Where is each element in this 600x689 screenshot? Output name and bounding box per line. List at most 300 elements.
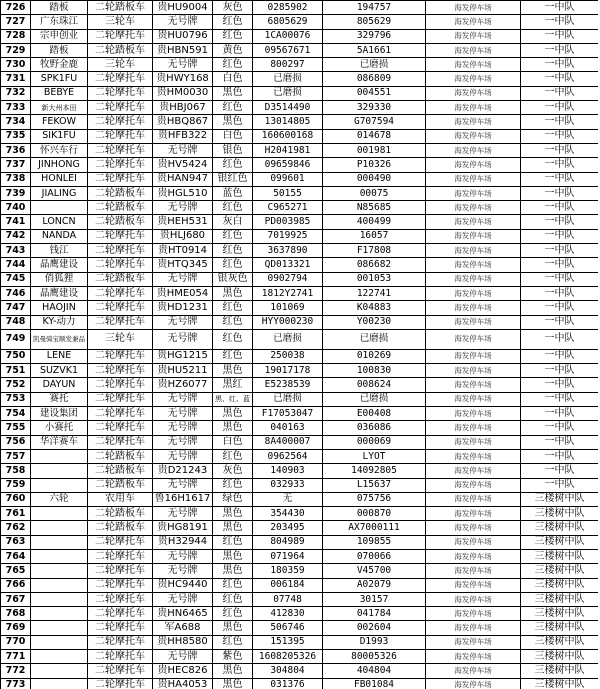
plate-number-cell: 军A688 — [153, 621, 213, 635]
squad-cell: 一中队 — [521, 143, 599, 157]
table-row — [1, 29, 599, 43]
engine-number-cell: 099601 — [253, 172, 323, 186]
frame-number-cell: 100830 — [323, 364, 426, 378]
frame-number-cell: 194757 — [323, 1, 426, 15]
frame-number-cell: 036086 — [323, 421, 426, 435]
row-number-cell: 732 — [1, 86, 31, 100]
squad-cell: 一中队 — [521, 72, 599, 86]
squad-cell: 一中队 — [521, 272, 599, 286]
vehicle-type-cell: 二轮踏板车 — [88, 478, 153, 492]
color-cell: 黑色 — [213, 521, 253, 535]
frame-number-cell: E00408 — [323, 407, 426, 421]
plate-number-cell: 贵HU9004 — [153, 1, 213, 15]
storage-place-cell: 海发停车场 — [426, 449, 521, 463]
brand-cell: NANDA — [31, 229, 88, 243]
vehicle-type-cell: 二轮摩托车 — [88, 172, 153, 186]
color-cell: 红色 — [213, 449, 253, 463]
table-row — [1, 378, 599, 392]
squad-cell: 一中队 — [521, 129, 599, 143]
table-row — [1, 229, 599, 243]
engine-number-cell: 506746 — [253, 621, 323, 635]
storage-place-cell: 海发停车场 — [426, 678, 521, 689]
storage-place-cell: 海发停车场 — [426, 201, 521, 215]
squad-cell: 一中队 — [521, 43, 599, 57]
engine-number-cell: 3637890 — [253, 244, 323, 258]
storage-place-cell: 海发停车场 — [426, 549, 521, 563]
table-row — [1, 72, 599, 86]
vehicle-type-cell: 二轮摩托车 — [88, 115, 153, 129]
squad-cell: 一中队 — [521, 115, 599, 129]
vehicle-type-cell: 二轮摩托车 — [88, 72, 153, 86]
brand-cell: 俏狐狸 — [31, 272, 88, 286]
plate-number-cell: 无号牌 — [153, 58, 213, 72]
table-row — [1, 143, 599, 157]
row-number-cell: 756 — [1, 435, 31, 449]
vehicle-type-cell: 二轮摩托车 — [88, 29, 153, 43]
frame-number-cell: V45700 — [323, 564, 426, 578]
engine-number-cell: D3514490 — [253, 101, 323, 115]
frame-number-cell: 已磨损 — [323, 329, 426, 349]
brand-cell: SUZVK1 — [31, 364, 88, 378]
color-cell: 红色 — [213, 301, 253, 315]
engine-number-cell: 已磨损 — [253, 86, 323, 100]
vehicle-type-cell: 二轮摩托车 — [88, 421, 153, 435]
row-number-cell: 768 — [1, 607, 31, 621]
plate-number-cell: 无号牌 — [153, 449, 213, 463]
frame-number-cell: 086809 — [323, 72, 426, 86]
squad-cell: 三楼树中队 — [521, 549, 599, 563]
vehicle-type-cell: 二轮踏板车 — [88, 449, 153, 463]
plate-number-cell: 贵HEH531 — [153, 215, 213, 229]
table-row — [1, 115, 599, 129]
brand-cell: 牧野金鹿 — [31, 58, 88, 72]
engine-number-cell: 304804 — [253, 664, 323, 678]
table-row — [1, 272, 599, 286]
color-cell: 红色 — [213, 58, 253, 72]
engine-number-cell: H2041981 — [253, 143, 323, 157]
brand-cell: 建设集团 — [31, 407, 88, 421]
engine-number-cell: 09567671 — [253, 43, 323, 57]
vehicle-type-cell: 二轮摩托车 — [88, 407, 153, 421]
storage-place-cell: 海发停车场 — [426, 492, 521, 506]
table-row — [1, 478, 599, 492]
brand-cell — [31, 664, 88, 678]
plate-number-cell: 无号牌 — [153, 272, 213, 286]
frame-number-cell: 086682 — [323, 258, 426, 272]
brand-cell — [31, 464, 88, 478]
storage-place-cell: 海发停车场 — [426, 72, 521, 86]
vehicle-type-cell: 二轮摩托车 — [88, 101, 153, 115]
row-number-cell: 754 — [1, 407, 31, 421]
engine-number-cell: PD003985 — [253, 215, 323, 229]
brand-cell: 广东珠江 — [31, 15, 88, 29]
squad-cell: 一中队 — [521, 478, 599, 492]
vehicle-type-cell: 二轮摩托车 — [88, 229, 153, 243]
frame-number-cell: Y00230 — [323, 315, 426, 329]
plate-number-cell: 无号牌 — [153, 421, 213, 435]
storage-place-cell: 海发停车场 — [426, 172, 521, 186]
vehicle-type-cell: 二轮摩托车 — [88, 621, 153, 635]
table-row — [1, 607, 599, 621]
brand-cell: 赛托 — [31, 392, 88, 406]
row-number-cell: 757 — [1, 449, 31, 463]
storage-place-cell: 海发停车场 — [426, 229, 521, 243]
storage-place-cell: 海发停车场 — [426, 521, 521, 535]
brand-cell: JINHONG — [31, 158, 88, 172]
plate-number-cell: 贵HFB322 — [153, 129, 213, 143]
frame-number-cell: 109855 — [323, 535, 426, 549]
brand-cell — [31, 592, 88, 606]
frame-number-cell: 5A1661 — [323, 43, 426, 57]
color-cell: 黑色 — [213, 507, 253, 521]
storage-place-cell: 海发停车场 — [426, 215, 521, 229]
squad-cell: 一中队 — [521, 201, 599, 215]
table-row — [1, 258, 599, 272]
engine-number-cell: 1608205326 — [253, 650, 323, 664]
color-cell: 红色 — [213, 229, 253, 243]
vehicle-type-cell: 二轮摩托车 — [88, 378, 153, 392]
storage-place-cell: 海发停车场 — [426, 272, 521, 286]
storage-place-cell: 海发停车场 — [426, 407, 521, 421]
table-row — [1, 621, 599, 635]
engine-number-cell: 已磨损 — [253, 72, 323, 86]
brand-cell — [31, 449, 88, 463]
squad-cell: 一中队 — [521, 378, 599, 392]
storage-place-cell: 海发停车场 — [426, 592, 521, 606]
squad-cell: 一中队 — [521, 186, 599, 200]
squad-cell: 三楼树中队 — [521, 664, 599, 678]
color-cell: 银灰色 — [213, 272, 253, 286]
brand-cell: 华洋赛车 — [31, 435, 88, 449]
squad-cell: 一中队 — [521, 364, 599, 378]
engine-number-cell: E5238539 — [253, 378, 323, 392]
engine-number-cell: 0285902 — [253, 1, 323, 15]
row-number-cell: 738 — [1, 172, 31, 186]
plate-number-cell: 贵HG1215 — [153, 349, 213, 363]
engine-number-cell: HYY000230 — [253, 315, 323, 329]
storage-place-cell: 海发停车场 — [426, 435, 521, 449]
table-row — [1, 186, 599, 200]
table-row — [1, 635, 599, 649]
row-number-cell: 734 — [1, 115, 31, 129]
vehicle-type-cell: 二轮摩托车 — [88, 664, 153, 678]
frame-number-cell: 002604 — [323, 621, 426, 635]
engine-number-cell: 09659846 — [253, 158, 323, 172]
brand-cell: 踏板 — [31, 1, 88, 15]
brand-cell: FEKOW — [31, 115, 88, 129]
color-cell: 黑红 — [213, 378, 253, 392]
vehicle-type-cell: 三轮车 — [88, 329, 153, 349]
table-row — [1, 215, 599, 229]
brand-cell — [31, 607, 88, 621]
row-number-cell: 770 — [1, 635, 31, 649]
color-cell: 红色 — [213, 349, 253, 363]
squad-cell: 一中队 — [521, 215, 599, 229]
engine-number-cell: 0902794 — [253, 272, 323, 286]
squad-cell: 一中队 — [521, 58, 599, 72]
frame-number-cell: 122741 — [323, 286, 426, 300]
color-cell: 黑色 — [213, 621, 253, 635]
storage-place-cell: 海发停车场 — [426, 43, 521, 57]
table-row — [1, 172, 599, 186]
brand-cell — [31, 507, 88, 521]
plate-number-cell: 贵HWY168 — [153, 72, 213, 86]
row-number-cell: 733 — [1, 101, 31, 115]
table-row — [1, 549, 599, 563]
squad-cell: 一中队 — [521, 1, 599, 15]
color-cell: 银红色 — [213, 172, 253, 186]
color-cell: 红色 — [213, 578, 253, 592]
brand-cell: 晶鹰建设 — [31, 286, 88, 300]
storage-place-cell: 海发停车场 — [426, 58, 521, 72]
storage-place-cell: 海发停车场 — [426, 535, 521, 549]
vehicle-type-cell: 二轮摩托车 — [88, 578, 153, 592]
brand-cell — [31, 478, 88, 492]
color-cell: 黑色 — [213, 421, 253, 435]
engine-number-cell: 032933 — [253, 478, 323, 492]
squad-cell: 一中队 — [521, 435, 599, 449]
brand-cell: 凯曼骑宝顺发兼品 — [31, 329, 88, 349]
table-row — [1, 129, 599, 143]
table-row — [1, 521, 599, 535]
row-number-cell: 769 — [1, 621, 31, 635]
row-number-cell: 741 — [1, 215, 31, 229]
plate-number-cell: 贵HT0914 — [153, 244, 213, 258]
storage-place-cell: 海发停车场 — [426, 621, 521, 635]
brand-cell — [31, 564, 88, 578]
vehicle-type-cell: 二轮摩托车 — [88, 435, 153, 449]
frame-number-cell: 070066 — [323, 549, 426, 563]
storage-place-cell: 海发停车场 — [426, 329, 521, 349]
plate-number-cell: 无号牌 — [153, 549, 213, 563]
plate-number-cell: 无号牌 — [153, 392, 213, 406]
brand-cell — [31, 201, 88, 215]
frame-number-cell: 001981 — [323, 143, 426, 157]
row-number-cell: 726 — [1, 1, 31, 15]
table-row — [1, 286, 599, 300]
frame-number-cell: G707594 — [323, 115, 426, 129]
color-cell: 红色 — [213, 29, 253, 43]
color-cell: 黑色 — [213, 286, 253, 300]
squad-cell: 三楼树中队 — [521, 564, 599, 578]
vehicle-type-cell: 二轮踏板车 — [88, 464, 153, 478]
vehicle-type-cell: 二轮踏板车 — [88, 186, 153, 200]
plate-number-cell: 贵HEC826 — [153, 664, 213, 678]
frame-number-cell: L15637 — [323, 478, 426, 492]
plate-number-cell: 贵HH8580 — [153, 635, 213, 649]
row-number-cell: 743 — [1, 244, 31, 258]
frame-number-cell: P10326 — [323, 158, 426, 172]
table-row — [1, 578, 599, 592]
engine-number-cell: 已磨损 — [253, 329, 323, 349]
plate-number-cell: 无号牌 — [153, 507, 213, 521]
squad-cell: 一中队 — [521, 101, 599, 115]
frame-number-cell: 041784 — [323, 607, 426, 621]
plate-number-cell: 无号牌 — [153, 407, 213, 421]
color-cell: 红色 — [213, 592, 253, 606]
brand-cell — [31, 549, 88, 563]
squad-cell: 一中队 — [521, 244, 599, 258]
engine-number-cell: 203495 — [253, 521, 323, 535]
plate-number-cell: 无号牌 — [153, 329, 213, 349]
squad-cell: 三楼树中队 — [521, 592, 599, 606]
table-row — [1, 244, 599, 258]
plate-number-cell: 贵D21243 — [153, 464, 213, 478]
plate-number-cell: 贵HN6465 — [153, 607, 213, 621]
color-cell: 紫色 — [213, 650, 253, 664]
engine-number-cell: 250038 — [253, 349, 323, 363]
plate-number-cell: 贵HZ6077 — [153, 378, 213, 392]
brand-cell: 六轮 — [31, 492, 88, 506]
color-cell: 红色 — [213, 329, 253, 349]
storage-place-cell: 海发停车场 — [426, 258, 521, 272]
brand-cell — [31, 521, 88, 535]
brand-cell — [31, 678, 88, 689]
row-number-cell: 748 — [1, 315, 31, 329]
plate-number-cell: 贵HBJ067 — [153, 101, 213, 115]
squad-cell: 一中队 — [521, 158, 599, 172]
squad-cell: 三楼树中队 — [521, 521, 599, 535]
frame-number-cell: LYOT — [323, 449, 426, 463]
brand-cell: LONCN — [31, 215, 88, 229]
color-cell: 黑色 — [213, 678, 253, 689]
vehicle-type-cell: 二轮摩托车 — [88, 86, 153, 100]
squad-cell: 一中队 — [521, 172, 599, 186]
color-cell: 白色 — [213, 435, 253, 449]
engine-number-cell: 031376 — [253, 678, 323, 689]
row-number-cell: 762 — [1, 521, 31, 535]
table-row — [1, 507, 599, 521]
row-number-cell: 749 — [1, 329, 31, 349]
storage-place-cell: 海发停车场 — [426, 286, 521, 300]
engine-number-cell: 19017178 — [253, 364, 323, 378]
frame-number-cell: 404804 — [323, 664, 426, 678]
row-number-cell: 761 — [1, 507, 31, 521]
plate-number-cell: 贵HD1231 — [153, 301, 213, 315]
squad-cell: 一中队 — [521, 407, 599, 421]
row-number-cell: 737 — [1, 158, 31, 172]
storage-place-cell: 海发停车场 — [426, 464, 521, 478]
brand-cell: SIK1FU — [31, 129, 88, 143]
squad-cell: 一中队 — [521, 15, 599, 29]
squad-cell: 三楼树中队 — [521, 535, 599, 549]
frame-number-cell: 00075 — [323, 186, 426, 200]
brand-cell: KY-动力 — [31, 315, 88, 329]
engine-number-cell: 006184 — [253, 578, 323, 592]
brand-cell: 怀兴车行 — [31, 143, 88, 157]
engine-number-cell: 1812Y2741 — [253, 286, 323, 300]
vehicle-type-cell: 二轮踏板车 — [88, 521, 153, 535]
squad-cell: 一中队 — [521, 392, 599, 406]
color-cell: 黄色 — [213, 43, 253, 57]
frame-number-cell: F17808 — [323, 244, 426, 258]
color-cell: 黑色 — [213, 115, 253, 129]
storage-place-cell: 海发停车场 — [426, 143, 521, 157]
vehicle-type-cell: 二轮摩托车 — [88, 535, 153, 549]
color-cell: 红色 — [213, 535, 253, 549]
plate-number-cell: 无号牌 — [153, 592, 213, 606]
engine-number-cell: F17053047 — [253, 407, 323, 421]
storage-place-cell: 海发停车场 — [426, 86, 521, 100]
color-cell: 红色 — [213, 258, 253, 272]
engine-number-cell: 040163 — [253, 421, 323, 435]
vehicle-type-cell: 农用车 — [88, 492, 153, 506]
table-row — [1, 315, 599, 329]
engine-number-cell: C965271 — [253, 201, 323, 215]
vehicle-type-cell: 二轮摩托车 — [88, 364, 153, 378]
row-number-cell: 727 — [1, 15, 31, 29]
squad-cell: 三楼树中队 — [521, 635, 599, 649]
frame-number-cell: 075756 — [323, 492, 426, 506]
row-number-cell: 752 — [1, 378, 31, 392]
vehicle-type-cell: 二轮摩托车 — [88, 258, 153, 272]
plate-number-cell: 贵HV5424 — [153, 158, 213, 172]
storage-place-cell: 海发停车场 — [426, 607, 521, 621]
brand-cell: JIALING — [31, 186, 88, 200]
vehicle-type-cell: 二轮摩托车 — [88, 158, 153, 172]
frame-number-cell: 010269 — [323, 349, 426, 363]
plate-number-cell: 贵HTQ345 — [153, 258, 213, 272]
vehicle-type-cell: 二轮摩托车 — [88, 650, 153, 664]
storage-place-cell: 海发停车场 — [426, 478, 521, 492]
row-number-cell: 760 — [1, 492, 31, 506]
squad-cell: 一中队 — [521, 329, 599, 349]
row-number-cell: 740 — [1, 201, 31, 215]
table-row — [1, 435, 599, 449]
brand-cell: 踏板 — [31, 43, 88, 57]
brand-cell — [31, 621, 88, 635]
brand-cell — [31, 578, 88, 592]
color-cell: 黑色 — [213, 364, 253, 378]
table-row — [1, 101, 599, 115]
frame-number-cell: 000490 — [323, 172, 426, 186]
storage-place-cell: 海发停车场 — [426, 29, 521, 43]
plate-number-cell: 贵HAN947 — [153, 172, 213, 186]
color-cell: 蓝色 — [213, 186, 253, 200]
squad-cell: 三楼树中队 — [521, 607, 599, 621]
brand-cell: 晶鹰建设 — [31, 258, 88, 272]
frame-number-cell: 80005326 — [323, 650, 426, 664]
vehicle-type-cell: 二轮摩托车 — [88, 392, 153, 406]
squad-cell: 一中队 — [521, 301, 599, 315]
storage-place-cell: 海发停车场 — [426, 635, 521, 649]
table-row — [1, 592, 599, 606]
storage-place-cell: 海发停车场 — [426, 421, 521, 435]
brand-cell: 新大州本田 — [31, 101, 88, 115]
row-number-cell: 742 — [1, 229, 31, 243]
frame-number-cell: A02079 — [323, 578, 426, 592]
plate-number-cell: 贵HM0030 — [153, 86, 213, 100]
vehicle-type-cell: 二轮摩托车 — [88, 301, 153, 315]
vehicle-type-cell: 二轮踏板车 — [88, 1, 153, 15]
row-number-cell: 744 — [1, 258, 31, 272]
color-cell: 灰色 — [213, 464, 253, 478]
engine-number-cell: 800297 — [253, 58, 323, 72]
color-cell: 灰白 — [213, 215, 253, 229]
row-number-cell: 766 — [1, 578, 31, 592]
table-row — [1, 464, 599, 478]
plate-number-cell: 无号牌 — [153, 435, 213, 449]
plate-number-cell: 贵HLJ680 — [153, 229, 213, 243]
plate-number-cell: 贵HG8191 — [153, 521, 213, 535]
row-number-cell: 759 — [1, 478, 31, 492]
row-number-cell: 758 — [1, 464, 31, 478]
row-number-cell: 730 — [1, 58, 31, 72]
storage-place-cell: 海发停车场 — [426, 650, 521, 664]
brand-cell: HAOJIN — [31, 301, 88, 315]
table-row — [1, 329, 599, 349]
row-number-cell: 750 — [1, 349, 31, 363]
